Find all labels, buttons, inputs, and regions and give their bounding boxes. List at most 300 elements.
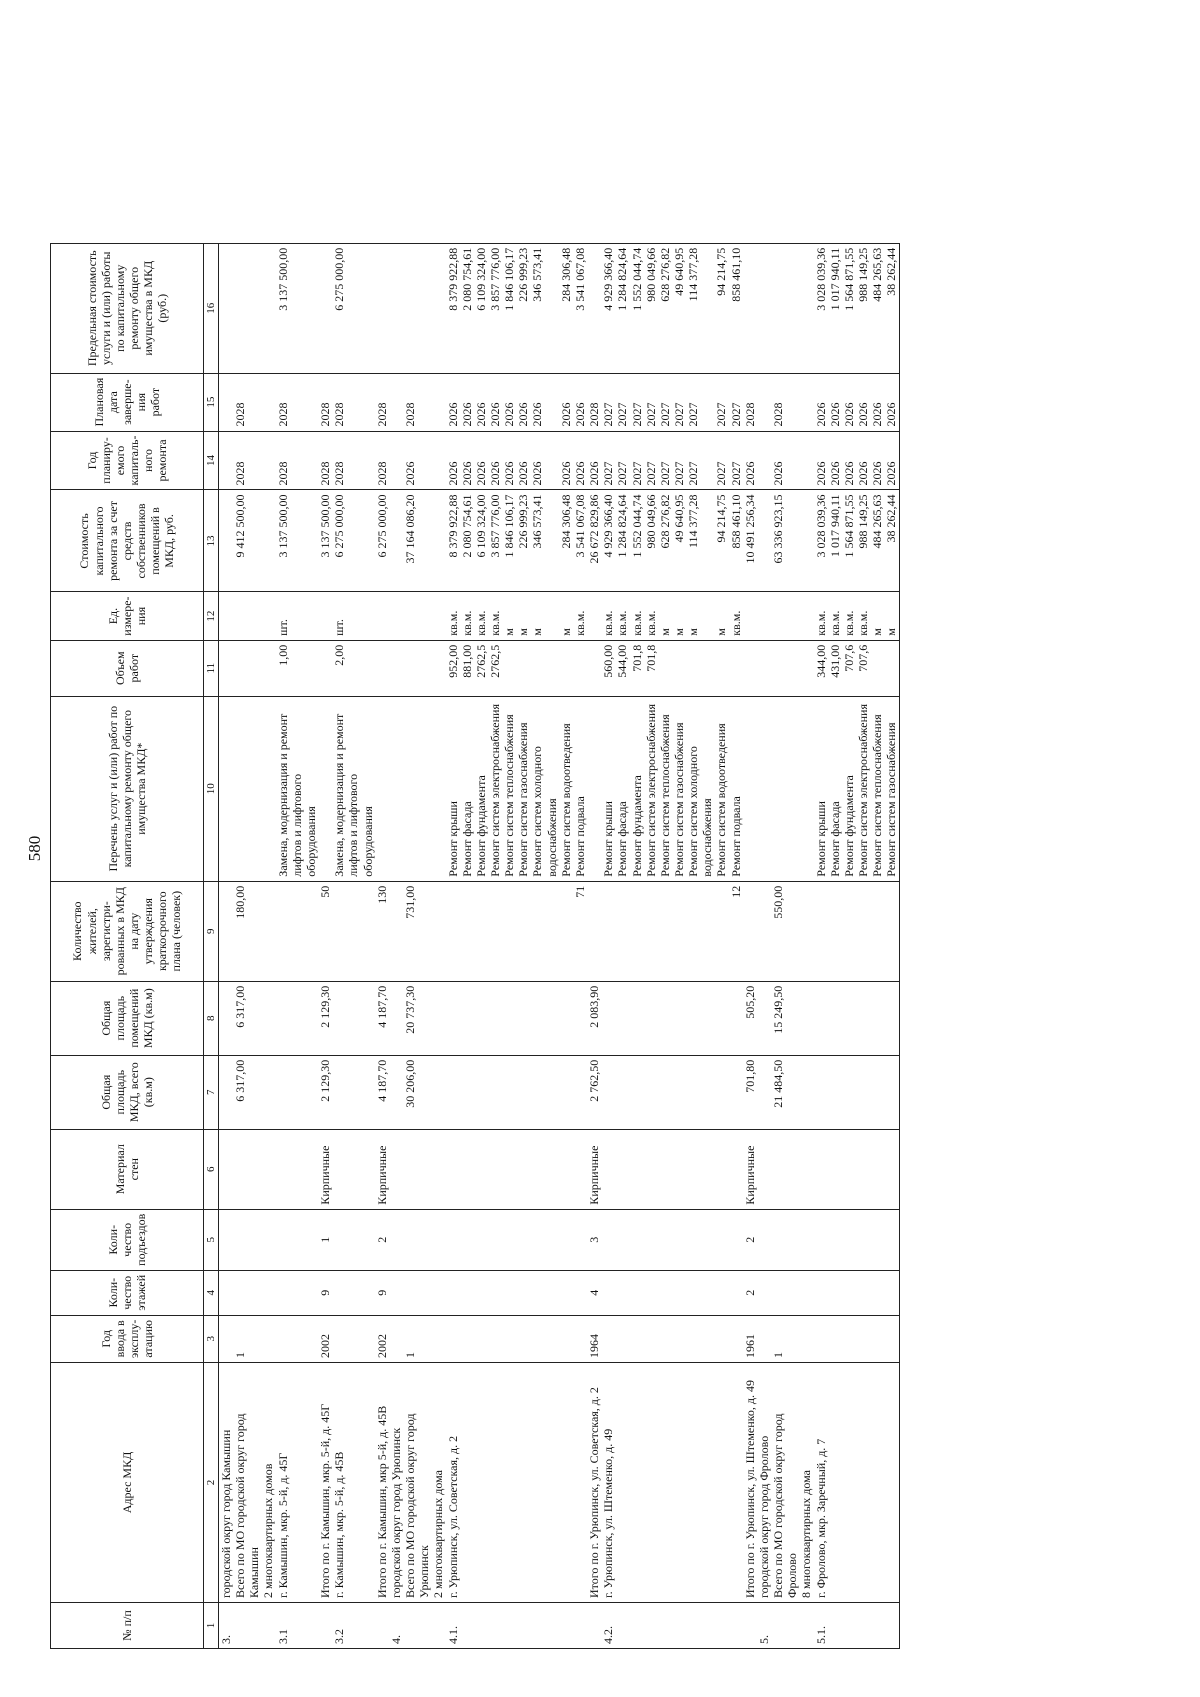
table-cell [573,1363,587,1603]
table-cell [460,1315,474,1362]
table-cell: Всего по МО городской округ город Фролово [771,1363,799,1603]
table-cell: г. Урюпинск, ул. Советская, д. 2 [446,1363,460,1603]
column-number: 9 [204,881,219,981]
table-cell [474,981,488,1055]
table-cell: м [672,592,686,640]
table-cell: 560,00 [601,640,615,696]
table-cell [318,696,332,881]
table-cell [488,1129,502,1209]
table-cell [502,1129,516,1209]
table-cell: 226 999,23 [516,243,530,373]
table-cell [672,1603,686,1649]
table-cell: 1 [318,1209,332,1270]
table-cell [587,1603,601,1649]
table-cell [474,1315,488,1362]
table-cell: 2027 [686,373,714,431]
table-row [389,243,403,1648]
table-cell [601,1055,615,1129]
table-cell [757,1315,771,1362]
table-cell [757,490,771,592]
table-cell: 180,00 [233,881,261,981]
table-cell [757,1209,771,1270]
table-cell: 2027 [714,431,728,490]
table-cell: Ремонт фундамента [630,696,644,881]
table-cell [389,1055,403,1129]
table-cell: 114 377,28 [686,490,714,592]
table-cell [856,1129,870,1209]
table-cell [729,1270,743,1315]
table-cell: 3 137 500,00 [276,490,318,592]
table-cell [375,243,389,373]
table-cell: 858 461,10 [729,243,743,373]
table-cell [488,1315,502,1362]
column-number-row [204,243,219,1648]
table-cell [644,881,658,981]
table-cell [842,1055,856,1129]
table-cell: 38 262,44 [884,490,899,592]
table-cell [261,490,275,592]
table-row [601,243,615,1648]
table-cell [856,1315,870,1362]
table-cell [771,1270,799,1315]
table-cell [573,1055,587,1129]
table-cell: 49 640,95 [672,490,686,592]
table-cell [474,1270,488,1315]
table-cell: 1 [771,1315,799,1362]
table-cell: Всего по МО городской округ город Камышин [233,1363,261,1603]
table-cell: 9 412 500,00 [233,490,261,592]
table-cell [630,1129,644,1209]
table-cell [403,1129,431,1209]
column-header: Ед. измере-ния [51,592,204,640]
table-cell: 2026 [403,431,431,490]
table-cell [559,881,573,981]
table-cell [516,981,530,1055]
table-cell: 5.1. [814,1603,828,1649]
table-row [771,243,799,1648]
table-cell: 1 284 824,64 [615,243,629,373]
table-row [714,243,728,1648]
table-cell: 2026 [502,373,516,431]
table-cell [799,1209,813,1270]
table-cell [672,1270,686,1315]
table-cell: 484 265,63 [870,243,884,373]
table-cell [686,1603,714,1649]
table-cell [842,881,856,981]
table-cell: 284 306,48 [559,243,573,373]
table-cell: 2026 [460,373,474,431]
table-cell: 2026 [828,373,842,431]
table-cell: 284 306,48 [559,490,573,592]
table-cell [884,1209,899,1270]
column-number: 1 [204,1603,219,1649]
table-cell [261,1315,275,1362]
table-cell: 628 276,82 [658,243,672,373]
table-cell [630,1315,644,1362]
table-cell: 2028 [332,373,374,431]
table-cell: 2 многоквартирных дома [431,1363,445,1603]
table-cell [771,1603,799,1649]
table-cell [856,1055,870,1129]
table-row [615,243,629,1648]
table-cell: 12 [729,881,743,981]
column-header: Материал стен [51,1129,204,1209]
table-cell: 701,8 [630,640,644,696]
header-row [51,243,204,1648]
table-cell: 2 083,90 [587,981,601,1055]
table-cell [573,640,587,696]
table-cell [672,1129,686,1209]
table-cell [403,1209,431,1270]
table-cell [615,981,629,1055]
table-cell [389,592,403,640]
column-header: Предельная стоимость услуги и (или) работы по капитальному ремонту общего имущества в МКД (руб.) [51,243,204,373]
table-cell [658,1603,672,1649]
table-cell [714,1129,728,1209]
table-row [630,243,644,1648]
table-cell [332,1055,374,1129]
table-cell [502,981,516,1055]
table-cell [884,1270,899,1315]
table-cell: 50 [318,881,332,981]
column-number: 11 [204,640,219,696]
table-cell [884,1129,899,1209]
table-cell [814,881,828,981]
table-cell [672,881,686,981]
table-cell: 1 017 940,11 [828,243,842,373]
table-cell: Итого по г. Камышин, мкр. 5-й, д. 45Г [318,1363,332,1603]
table-cell [870,640,884,696]
table-cell [446,1315,460,1362]
table-cell [658,1363,672,1603]
table-cell [460,1603,474,1649]
table-cell [431,1315,445,1362]
table-cell: Ремонт систем водоотведения [714,696,728,881]
table-cell [729,1209,743,1270]
table-cell: Ремонт подвала [729,696,743,881]
table-cell [644,1363,658,1603]
table-cell: Ремонт систем газоснабжения [884,696,899,881]
table-cell [870,1603,884,1649]
table-cell: 2026 [743,431,757,490]
column-header: Год планиру-емого капиталь-ного ремонта [51,431,204,490]
table-cell [714,1209,728,1270]
table-cell: м [530,592,558,640]
table-cell [799,981,813,1055]
table-cell: 2026 [814,373,828,431]
table-cell: 988 149,25 [856,490,870,592]
table-cell [276,981,318,1055]
table-cell: Замена, модернизация и ремонт лифтов и лифтового оборудования [276,696,318,881]
table-cell [403,696,431,881]
table-cell: 3 541 067,08 [573,490,587,592]
table-row [446,243,460,1648]
table-cell [516,1055,530,1129]
table-cell [559,1129,573,1209]
table-cell [729,1363,743,1603]
table-cell: 701,80 [743,1055,757,1129]
table-cell: Всего по МО городской округ город Урюпинск [403,1363,431,1603]
table-cell [729,640,743,696]
table-cell [318,592,332,640]
table-cell: 114 377,28 [686,243,714,373]
table-cell: 980 049,66 [644,490,658,592]
table-row [729,243,743,1648]
table-cell [219,373,234,431]
table-cell [431,243,445,373]
table-cell [431,640,445,696]
table-row [403,243,431,1648]
table-cell: 2026 [573,431,587,490]
table-cell [219,243,234,373]
table-cell: 2028 [276,373,318,431]
table-cell [814,1209,828,1270]
table-cell [474,1129,488,1209]
table-cell [502,1270,516,1315]
table-cell [516,881,530,981]
table-cell [714,640,728,696]
table-cell: 8 379 922,88 [446,243,460,373]
table-cell [233,243,261,373]
table-cell: 980 049,66 [644,243,658,373]
table-cell: 3 857 776,00 [488,243,502,373]
table-cell [714,981,728,1055]
table-cell: Ремонт систем холодного водоснабжения [686,696,714,881]
table-cell [729,1129,743,1209]
table-cell [630,981,644,1055]
table-cell: 2028 [403,373,431,431]
table-cell: Ремонт систем электроснабжения [488,696,502,881]
table-cell: 1,00 [276,640,318,696]
table-cell [799,881,813,981]
table-cell [474,1209,488,1270]
table-cell [276,1270,318,1315]
table-cell: 8 379 922,88 [446,490,460,592]
table-cell: 2002 [375,1315,389,1362]
column-number: 12 [204,592,219,640]
table-cell [658,640,672,696]
table-cell [856,1209,870,1270]
table-cell [615,1129,629,1209]
table-cell: 2026 [446,431,460,490]
table-cell [799,431,813,490]
table-cell [403,640,431,696]
table-cell [658,1209,672,1270]
table-cell [233,696,261,881]
table-row [828,243,842,1648]
table-cell [488,1603,502,1649]
table-cell: 988 149,25 [856,243,870,373]
table-cell: Ремонт систем теплоснабжения [870,696,884,881]
column-number: 2 [204,1363,219,1603]
table-cell [559,1363,573,1603]
table-cell [644,1055,658,1129]
table-cell [757,1129,771,1209]
table-cell [559,1315,573,1362]
table-cell [502,1603,516,1649]
table-cell: 1 552 044,74 [630,490,644,592]
table-cell [389,431,403,490]
table-cell [856,1363,870,1603]
table-cell [630,1603,644,1649]
table-cell: 6 275 000,00 [332,243,374,373]
table-cell [375,1603,389,1649]
table-cell [686,1315,714,1362]
table-cell: городской округ город Урюпинск [389,1363,403,1603]
column-number: 8 [204,981,219,1055]
table-cell [446,981,460,1055]
table-cell: Ремонт крыши [814,696,828,881]
table-row [842,243,856,1648]
table-cell [799,243,813,373]
table-row [686,243,714,1648]
table-cell: 344,00 [814,640,828,696]
table-cell [615,881,629,981]
table-cell: Замена, модернизация и ремонт лифтов и лифтового оборудования [332,696,374,881]
table-cell: 226 999,23 [516,490,530,592]
table-cell [884,1603,899,1649]
table-cell [431,981,445,1055]
table-cell [686,1129,714,1209]
table-cell [644,1603,658,1649]
table-cell [757,981,771,1055]
table-cell [601,1209,615,1270]
table-cell [573,1209,587,1270]
table-cell: 2,00 [332,640,374,696]
table-cell: м [516,592,530,640]
table-cell: кв.м. [842,592,856,640]
table-cell [332,1270,374,1315]
table-cell [799,1270,813,1315]
table-cell [757,1055,771,1129]
table-cell [870,1129,884,1209]
table-row [644,243,658,1648]
table-cell: 94 214,75 [714,243,728,373]
table-row [870,243,884,1648]
table-cell [559,1603,573,1649]
column-header: Общая площадь помещений МКД (кв.м) [51,981,204,1055]
table-cell: Ремонт фасада [828,696,842,881]
table-cell: шт. [276,592,318,640]
table-cell [729,1315,743,1362]
table-cell [460,881,474,981]
table-row [516,243,530,1648]
table-cell [814,1315,828,1362]
table-cell [870,981,884,1055]
table-cell [856,981,870,1055]
table-cell [389,881,403,981]
table-cell: 2026 [488,373,502,431]
table-cell [573,1129,587,1209]
table-cell: 2026 [828,431,842,490]
table-cell: 6 317,00 [233,1055,261,1129]
table-cell [842,1603,856,1649]
table-cell [389,1209,403,1270]
table-cell: 1 564 871,55 [842,490,856,592]
table-cell [261,1055,275,1129]
table-cell [375,592,389,640]
table-row [502,243,516,1648]
table-cell: 3 541 067,08 [573,243,587,373]
table-cell [261,1270,275,1315]
table-cell: 3 137 500,00 [276,243,318,373]
table-cell: 2027 [644,373,658,431]
table-cell [672,981,686,1055]
table-cell: 550,00 [771,881,799,981]
table-cell [431,1603,445,1649]
table-cell [799,592,813,640]
table-cell [814,1055,828,1129]
table-cell [219,640,234,696]
table-cell [743,696,757,881]
table-cell [276,1209,318,1270]
table-cell [856,1603,870,1649]
table-cell: 2762,5 [474,640,488,696]
table-cell [502,1209,516,1270]
table-cell [318,640,332,696]
column-number: 7 [204,1055,219,1129]
table-cell: 2026 [587,431,601,490]
table-cell [488,1363,502,1603]
table-cell: 2002 [318,1315,332,1362]
table-cell [530,881,558,981]
column-number: 14 [204,431,219,490]
column-header: Коли-чество этажей [51,1270,204,1315]
table-cell: 2026 [474,373,488,431]
table-cell: 731,00 [403,881,431,981]
table-cell [276,1055,318,1129]
table-cell [530,640,558,696]
table-cell: 2027 [658,431,672,490]
table-cell [219,881,234,981]
table-cell: 3 857 776,00 [488,490,502,592]
table-cell: 2 080 754,61 [460,490,474,592]
table-cell [389,1270,403,1315]
table-cell [686,1363,714,1603]
table-cell [474,1603,488,1649]
column-header: Перечень услуг и (или) работ по капитальному ремонту общего имущества МКД* [51,696,204,881]
table-cell [219,431,234,490]
table-cell [516,1363,530,1603]
table-cell [743,243,757,373]
table-row [460,243,474,1648]
table-cell: м [714,592,728,640]
table-row [261,243,275,1648]
table-cell: 5. [757,1603,771,1649]
table-cell [615,1603,629,1649]
table-cell: 2028 [318,431,332,490]
table-row [757,243,771,1648]
table-cell [757,881,771,981]
table-cell [460,1209,474,1270]
table-cell: 2 [743,1209,757,1270]
table-cell [403,592,431,640]
table-cell [601,1129,615,1209]
table-row [814,243,828,1648]
table-cell [573,981,587,1055]
table-cell: 4 929 366,40 [601,243,615,373]
table-cell [870,881,884,981]
table-cell [714,881,728,981]
table-cell: 2026 [573,373,587,431]
table-cell [658,1315,672,1362]
table-cell [261,640,275,696]
table-cell: 2026 [516,373,530,431]
table-cell: Ремонт подвала [573,696,587,881]
table-cell [658,881,672,981]
table-cell: 4 187,70 [375,981,389,1055]
table-cell [219,490,234,592]
